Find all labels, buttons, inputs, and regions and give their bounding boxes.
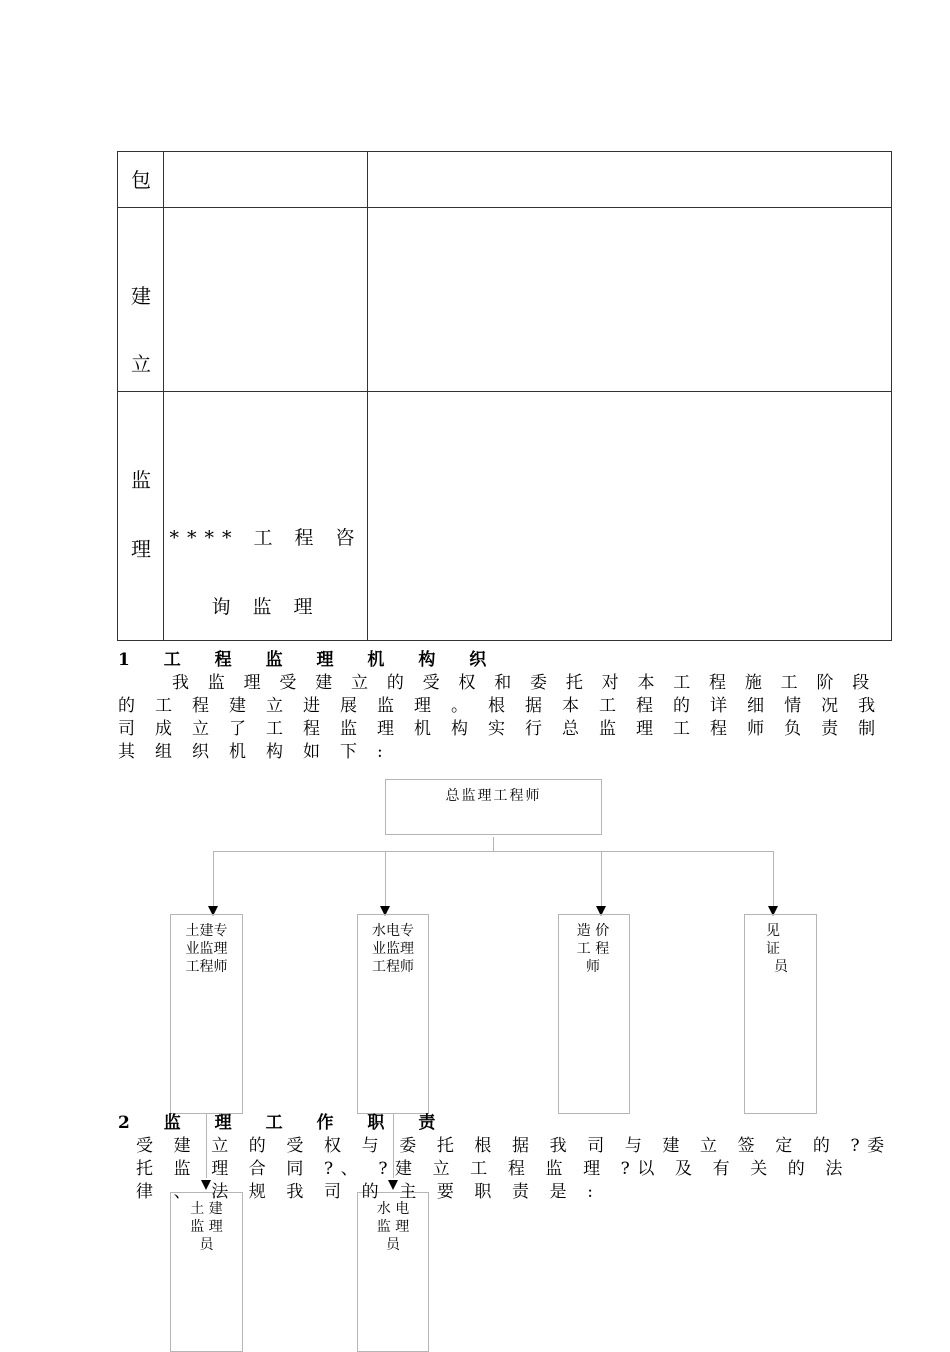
box-line: 水 电 [376,1201,410,1217]
box-line: 师 [586,959,600,975]
row-label-char: 理 [131,537,151,561]
org-name-cell [164,392,368,641]
box-line: 员 [199,1237,214,1253]
section2-line: 受 建 立 的 受 权 与 委 托 根 据 我 司 与 建 立 签 定 的 ?委 [136,1136,892,1156]
table-row-client [118,208,892,392]
row-label-char: 建 [131,284,151,308]
box-line: 业监理 [372,941,414,957]
org-name-cell [164,152,368,208]
chief-engineer-label: 总监理工程师 [445,788,542,804]
section1-line: 我 监 理 受 建 立 的 受 权 和 委 托 对 本 工 程 施 工 阶 段 [172,673,876,693]
section1-line: 司 成 立 了 工 程 监 理 机 构 实 行 总 监 理 工 程 师 负 责 制 [118,719,883,739]
box-line: 工程师 [185,959,228,975]
row-label-char: 包 [131,168,151,192]
org-name-line: **** 工 程 咨 [169,527,363,549]
box-line: 业监理 [185,941,228,957]
box-line: 监 理 [190,1219,223,1235]
mep-engineer-box [357,914,429,1114]
row-label-cell [118,208,164,392]
cost-engineer-box [558,914,630,1114]
section1-line: 的 工 程 建 立 进 展 监 理 。 根 据 本 工 程 的 详 细 情 况 我 [118,696,883,716]
box-line: 员 [774,959,788,975]
section2-line: 托 监 理 合 同 ?、 ?建 立 工 程 监 理 ?以 及 有 关 的 法 [136,1159,851,1179]
org-name-line: 询 监 理 [211,596,321,618]
section2-heading: 2 监 理 工 作 职 责 [118,1113,450,1133]
mep-inspector-box [357,1192,429,1352]
detail-cell [368,152,892,208]
witness-box [744,914,817,1114]
connector-line [213,851,214,906]
connector-line [601,851,602,906]
detail-cell [368,392,892,641]
section2-line: 律 、 法 规 我 司 的 主 要 职 责 是 : [136,1182,601,1202]
box-line: 员 [386,1237,400,1253]
table-row-contractor [118,152,892,208]
info-table [117,151,892,641]
box-line: 土 建 [190,1201,223,1217]
detail-cell [368,208,892,392]
box-line: 证 [766,941,780,957]
civil-engineer-box [170,914,243,1114]
connector-line [385,851,386,906]
org-name-cell [164,208,368,392]
box-line: 工程师 [372,959,414,975]
section1-line: 其 组 织 机 构 如 下 : [118,742,391,762]
box-line: 监 理 [376,1219,410,1235]
connector-line [773,851,774,906]
section1-heading: 1 工 程 监 理 机 构 织 [118,650,501,670]
box-line: 水电专 [372,923,414,939]
row-label-cell [118,152,164,208]
box-line: 见 [766,923,780,939]
box-line: 土建专 [185,923,228,939]
civil-inspector-box [170,1192,243,1352]
connector-line [493,837,494,851]
row-label-char: 立 [131,352,151,376]
chief-engineer-box [385,779,602,835]
box-line: 工 程 [576,941,610,957]
row-label-cell [118,392,164,641]
connector-line [213,851,774,852]
table-row-supervisor [118,392,892,641]
box-line: 造 价 [576,923,610,939]
row-label-char: 监 [131,468,151,492]
